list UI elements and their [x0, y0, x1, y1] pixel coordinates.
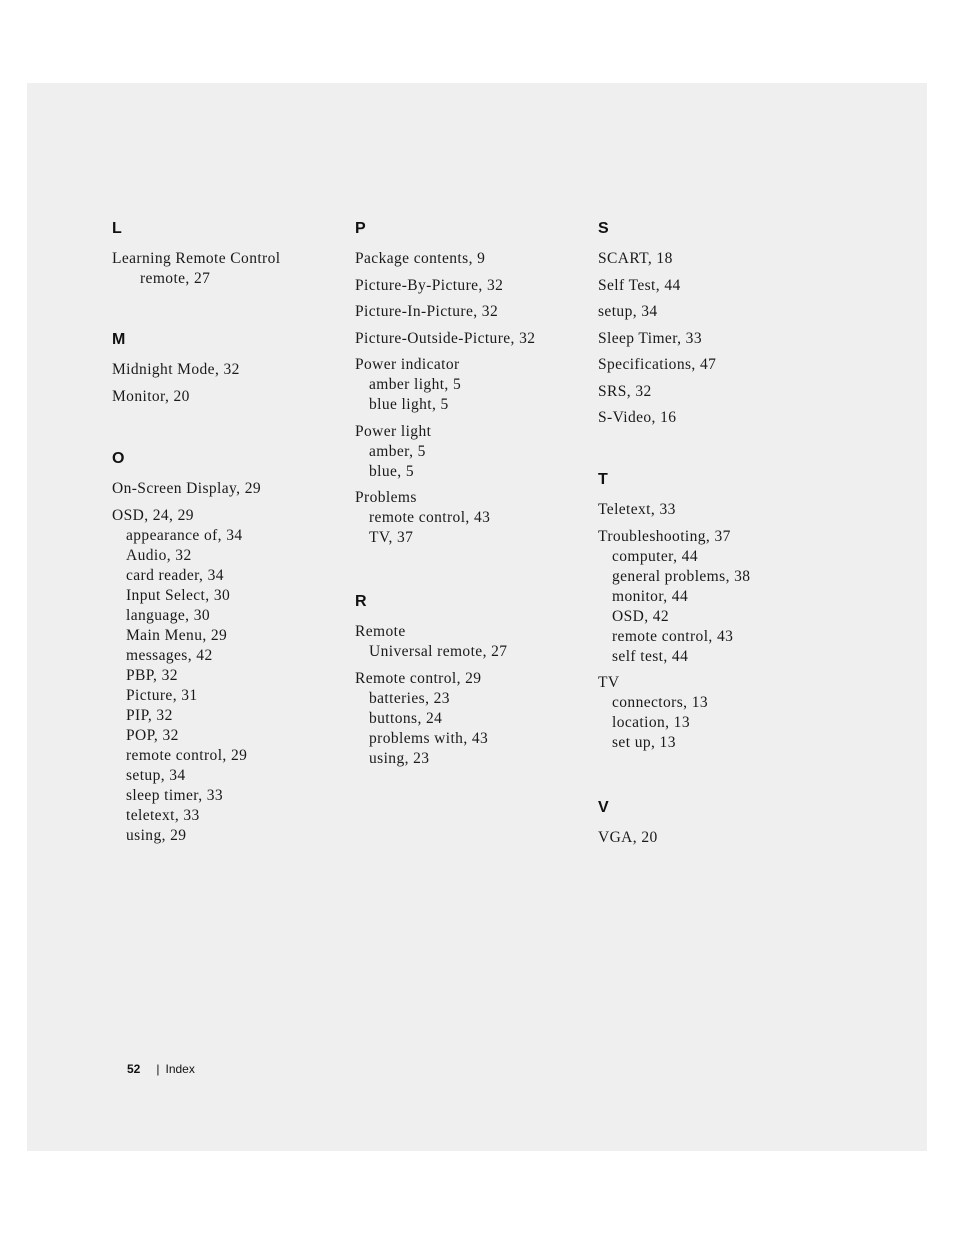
index-entry	[355, 669, 507, 769]
entry-subterm: remote control, 43	[369, 509, 491, 526]
entry-subterm: Audio, 32	[126, 546, 192, 564]
entry-term: Problems	[355, 489, 417, 506]
section-letter: R	[355, 593, 367, 610]
entry-subterm: amber, 5	[369, 442, 426, 460]
index-section	[598, 220, 716, 435]
entry-subterm: PBP, 32	[126, 666, 178, 684]
entry-subterm: computer, 44	[612, 547, 698, 565]
index-entry	[112, 387, 240, 407]
entry-term: Midnight Mode, 32	[112, 361, 240, 378]
index-section	[598, 471, 750, 760]
entry-subterm: TV, 37	[369, 529, 414, 546]
entry-term: SCART, 18	[598, 250, 673, 267]
entry-subterm: using, 23	[369, 749, 430, 767]
section-letter: M	[112, 331, 126, 348]
index-section	[112, 331, 240, 413]
entry-subterm: remote control, 43	[612, 627, 734, 645]
entry-term: setup, 34	[598, 303, 658, 320]
entry-subterm: card reader, 34	[126, 566, 224, 584]
section-letter: L	[112, 220, 122, 237]
index-entry	[598, 828, 658, 848]
index-section	[112, 220, 280, 296]
section-letter: O	[112, 450, 125, 467]
index-section	[355, 220, 535, 555]
entry-term: Remote	[355, 623, 406, 640]
entry-subterm: Universal remote, 27	[369, 643, 508, 660]
entry-subterm: language, 30	[126, 606, 210, 624]
entry-term-continued: remote, 27	[140, 270, 211, 287]
entry-term: Learning Remote Control	[112, 250, 281, 267]
index-entry	[598, 673, 750, 753]
entry-subterm: messages, 42	[126, 646, 213, 664]
index-entry	[598, 382, 716, 402]
entry-subterm: Input Select, 30	[126, 586, 231, 604]
entry-subterm: set up, 13	[612, 734, 676, 751]
entry-subterm: problems with, 43	[369, 729, 489, 747]
index-entry	[598, 302, 716, 322]
index-entry	[355, 622, 507, 662]
index-entry	[598, 527, 750, 667]
index-section	[355, 593, 507, 775]
entry-term: Package contents, 9	[355, 250, 486, 267]
index-entry	[355, 329, 535, 349]
index-entry	[598, 276, 716, 296]
index-entry	[355, 422, 535, 482]
index-entry	[598, 355, 716, 375]
section-letter: T	[598, 471, 608, 488]
entry-subterm: buttons, 24	[369, 709, 443, 727]
index-entry	[112, 479, 261, 499]
index-section	[598, 799, 658, 855]
entry-subterm: connectors, 13	[612, 694, 708, 711]
entry-term: Picture-In-Picture, 32	[355, 303, 499, 320]
entry-term: Monitor, 20	[112, 387, 190, 405]
section-letter: V	[598, 799, 609, 816]
index-section	[112, 450, 261, 852]
entry-term: SRS, 32	[598, 382, 652, 400]
footer-section-title: Index	[165, 1062, 195, 1076]
index-entry	[598, 408, 716, 428]
entry-term: On-Screen Display, 29	[112, 480, 262, 497]
index-entry	[112, 249, 280, 289]
entry-term: Self Test, 44	[598, 276, 681, 294]
entry-term: Picture-By-Picture, 32	[355, 276, 504, 294]
page-number: 52	[127, 1062, 141, 1076]
index-entry	[355, 276, 535, 296]
entry-subterm: setup, 34	[126, 766, 186, 784]
entry-term: Power indicator	[355, 356, 460, 373]
footer-separator: |	[156, 1062, 160, 1076]
entry-term: Remote control, 29	[355, 669, 482, 687]
index-entry	[598, 329, 716, 349]
entry-subterm: Main Menu, 29	[126, 626, 228, 644]
entry-subterm: Picture, 31	[126, 686, 198, 704]
index-entry	[112, 506, 261, 846]
entry-subterm: POP, 32	[126, 726, 179, 744]
entry-term: Troubleshooting, 37	[598, 527, 731, 545]
entry-subterm: self test, 44	[612, 647, 689, 665]
entry-subterm: location, 13	[612, 714, 690, 731]
index-entry	[355, 302, 535, 322]
entry-subterm: appearance of, 34	[126, 526, 243, 544]
entry-subterm: blue, 5	[369, 462, 414, 480]
entry-term: OSD, 24, 29	[112, 506, 194, 524]
entry-term: S-Video, 16	[598, 409, 677, 426]
section-letter: S	[598, 220, 609, 237]
index-entry	[355, 249, 535, 269]
section-letter: P	[355, 220, 366, 237]
index-entry	[598, 249, 716, 269]
entry-subterm: remote control, 29	[126, 746, 248, 764]
entry-term: Sleep Timer, 33	[598, 329, 702, 347]
entry-subterm: amber light, 5	[369, 376, 462, 393]
entry-term: TV	[598, 674, 620, 691]
entry-term: Teletext, 33	[598, 501, 676, 518]
entry-term: VGA, 20	[598, 829, 658, 846]
entry-subterm: batteries, 23	[369, 689, 450, 707]
entry-term: Picture-Outside-Picture, 32	[355, 329, 536, 347]
entry-subterm: teletext, 33	[126, 806, 200, 824]
index-entry	[598, 500, 750, 520]
index-page	[27, 83, 927, 1151]
entry-subterm: monitor, 44	[612, 587, 689, 605]
entry-term: Specifications, 47	[598, 356, 717, 373]
entry-subterm: blue light, 5	[369, 396, 449, 413]
entry-term: Power light	[355, 422, 432, 440]
page-footer	[127, 1062, 195, 1076]
index-entry	[355, 488, 535, 548]
entry-subterm: general problems, 38	[612, 567, 751, 585]
index-entry	[112, 360, 240, 380]
entry-subterm: using, 29	[126, 826, 187, 844]
entry-subterm: sleep timer, 33	[126, 786, 224, 804]
index-entry	[355, 355, 535, 415]
entry-subterm: PIP, 32	[126, 706, 173, 724]
entry-subterm: OSD, 42	[612, 607, 670, 625]
